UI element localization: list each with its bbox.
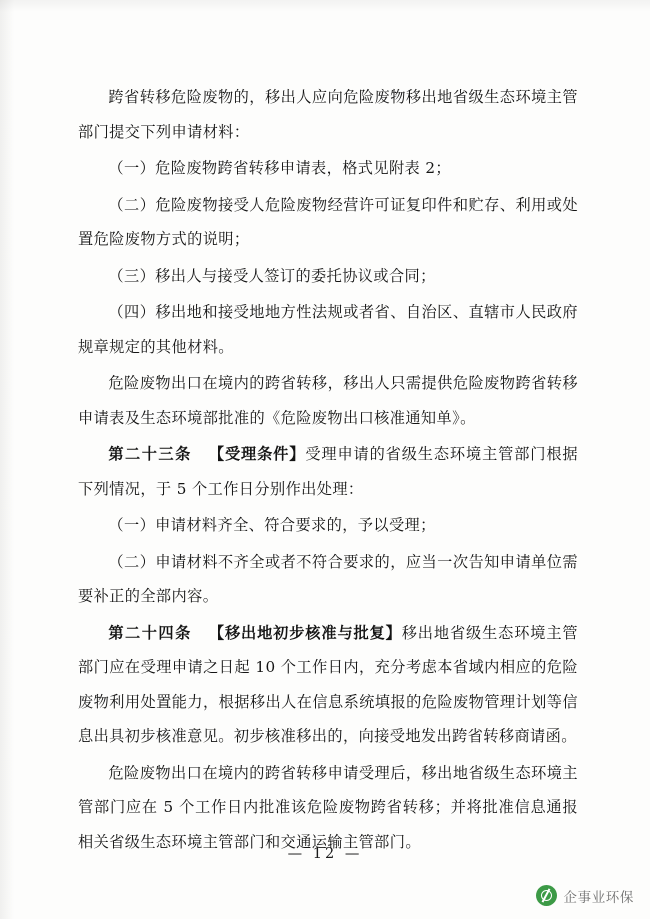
article-term: 【受理条件】 bbox=[208, 445, 306, 463]
leaf-circle-icon bbox=[536, 885, 557, 906]
paragraph: （一）危险废物跨省转移申请表，格式见附表 2； bbox=[108, 159, 452, 177]
article-23-item: （二）申请材料不齐全或者不符合要求的，应当一次告知申请单位需要补正的全部内容。 bbox=[78, 552, 578, 605]
article-term: 【移出地初步核准与批复】 bbox=[208, 623, 402, 642]
article-body: 移出地省级生态环境主管部门应在受理申请之日起 10 个工作日内，充分考虑本省域内相应的危险废物利用处置能力，根据移出人在信息系统填报的危险废物管理计划等信息出具初步核准意见。初步核准移出的，向接受地发出跨省转移商请函。 bbox=[78, 623, 579, 745]
page-edge-shadow-top bbox=[0, 0, 650, 12]
paragraph: （三）移出人与接受人签订的委托协议或合同； bbox=[108, 266, 436, 285]
article-23 bbox=[78, 437, 578, 506]
article-body: 受理申请的省级生态环境主管部门根据下列情况，于 5 个工作日分别作出处理： bbox=[78, 445, 579, 498]
article-24-tail: 危险废物出口在境内的跨省转移申请受理后，移出地省级生态环境主管部门应在 5 个工作日内批准该危险废物跨省转移；并将批准信息通报相关省级生态环境主管部门和交通运输主管部门。 bbox=[78, 763, 578, 851]
page-number: — 12 — bbox=[287, 846, 363, 862]
article-23-item: （一）申请材料齐全、符合要求的，予以受理； bbox=[108, 516, 436, 534]
page-edge-shadow-left bbox=[0, 0, 14, 919]
paragraph: （四）移出地和接受地地方性法规或者省、自治区、直辖市人民政府规章规定的其他材料。 bbox=[78, 303, 578, 356]
paragraph: 跨省转移危险废物的，移出人应向危险废物移出地省级生态环境主管部门提交下列申请材料： bbox=[78, 88, 578, 141]
article-24 bbox=[78, 616, 578, 754]
article-number: 第二十四条 bbox=[108, 623, 192, 642]
watermark-label: 企事业环保 bbox=[563, 889, 634, 906]
watermark bbox=[536, 885, 635, 906]
page-body bbox=[78, 80, 578, 861]
article-number: 第二十三条 bbox=[108, 445, 192, 463]
paragraph: 危险废物出口在境内的跨省转移，移出人只需提供危险废物跨省转移申请表及生态环境部批准的《危险废物出口核准通知单》。 bbox=[78, 374, 578, 427]
paragraph: （二）危险废物接受人危险废物经营许可证复印件和贮存、利用或处置危险废物方式的说明； bbox=[78, 195, 578, 248]
